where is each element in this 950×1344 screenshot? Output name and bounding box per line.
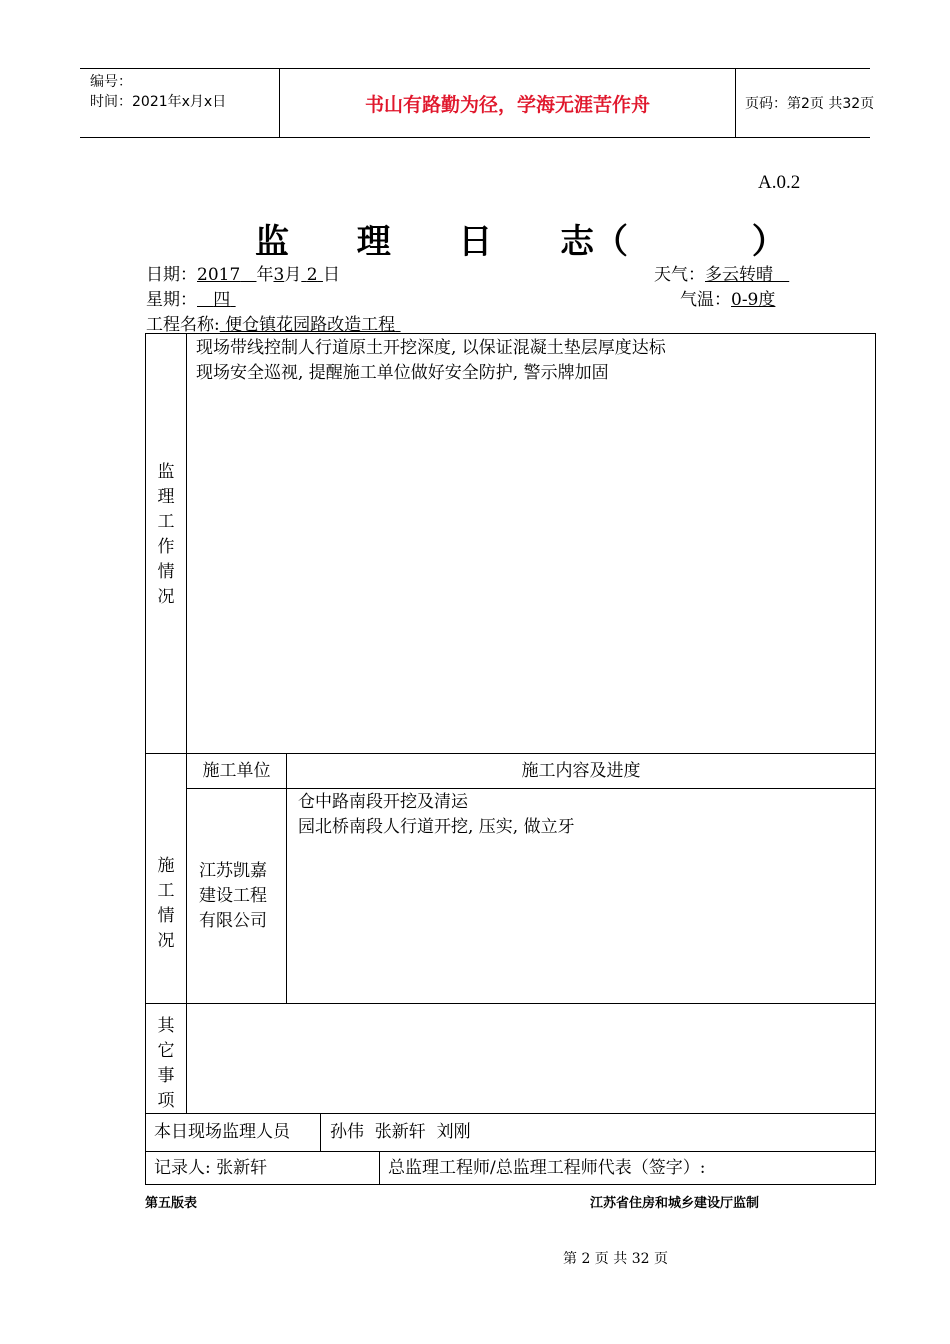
weather-row (654, 260, 789, 285)
header-box (80, 68, 875, 138)
header-left-cell (80, 69, 280, 137)
staff-label-cell (145, 1113, 321, 1152)
weather-value: 多云转晴 (705, 265, 773, 285)
weather-label: 天气： (654, 265, 705, 285)
other-label-cell (145, 1003, 187, 1114)
col-content-label: 施工内容及进度 (521, 760, 641, 781)
temp-label: 气温： (680, 290, 731, 310)
construction-label-cell (145, 753, 187, 1004)
supervision-line: 现场安全巡视, 提醒施工单位做好安全防护, 警示牌加固 (196, 363, 609, 383)
temp-value: 0-9度 (731, 290, 776, 310)
construction-content (298, 790, 575, 840)
supervision-label-cell (145, 333, 187, 754)
title-char-5: ） (751, 222, 786, 262)
title-char-2: 理 (356, 222, 391, 262)
staff-label: 本日现场监理人员 (154, 1122, 290, 1142)
time-label: 时间：2021年x月x日 (90, 94, 227, 110)
other-label: 其 它 事 项 (157, 1016, 175, 1111)
col-content-header (286, 753, 876, 789)
project-label: 工程名称: (146, 315, 220, 335)
title-char-4: 志（ (560, 222, 629, 262)
weekday-row (146, 285, 236, 310)
unit-cell (186, 788, 287, 1004)
construction-label: 施 工 情 况 (157, 856, 175, 951)
col-unit-header (186, 753, 287, 789)
staff-value-cell (320, 1113, 876, 1152)
date-day: 2 (306, 265, 318, 285)
supervision-label: 监 理 工 作 情 况 (157, 462, 175, 607)
weekday-value: 四 (213, 290, 231, 310)
supervision-content-cell (186, 333, 876, 754)
authority-note: 江苏省住房和城乡建设厅监制 (590, 1196, 760, 1211)
recorder-label: 记录人: 张新轩 (154, 1157, 268, 1178)
form-code: A.0.2 (758, 172, 801, 193)
construction-line: 园北桥南段人行道开挖, 压实, 做立牙 (298, 817, 575, 837)
supervision-content (196, 336, 666, 386)
supervision-line: 现场带线控制人行道原土开挖深度, 以保证混凝土垫层厚度达标 (196, 338, 666, 358)
date-month-suffix: 月 (284, 265, 302, 285)
staff-value: 孙伟 张新轩 刘刚 (330, 1122, 471, 1142)
title-char-3: 日 (458, 222, 493, 262)
chief-sign-cell (379, 1151, 876, 1185)
recorder-cell (145, 1151, 380, 1185)
col-unit-label: 施工单位 (202, 760, 271, 781)
number-label: 编号： (90, 74, 132, 90)
date-day-suffix: 日 (322, 265, 340, 285)
edition-note: 第五版表 (145, 1196, 198, 1211)
date-year-suffix: 年 (256, 265, 274, 285)
content-cell (286, 788, 876, 1004)
project-value: 便仓镇花园路改造工程 (225, 315, 396, 335)
motto: 书山有路勤为径，学海无涯苦作舟 (280, 69, 736, 137)
date-label: 日期： (146, 265, 197, 285)
chief-sign-label: 总监理工程师/总监理工程师代表（签字）: (388, 1157, 706, 1178)
page-info: 页码：第2页 共32页 (745, 96, 875, 112)
other-content-cell (186, 1003, 876, 1114)
title-char-1: 监 (255, 222, 289, 262)
date-year: 2017 (197, 265, 241, 285)
weekday-label: 星期： (146, 290, 197, 310)
page-title (255, 214, 786, 263)
project-row (146, 310, 401, 335)
temp-row (680, 285, 775, 310)
construction-line: 仓中路南段开挖及清运 (298, 792, 468, 812)
date-month: 3 (273, 265, 285, 285)
unit-name: 江苏凯嘉 建设工程 有限公司 (199, 861, 267, 931)
page-number: 第 2 页 共 32 页 (563, 1251, 668, 1267)
date-row (146, 260, 340, 285)
